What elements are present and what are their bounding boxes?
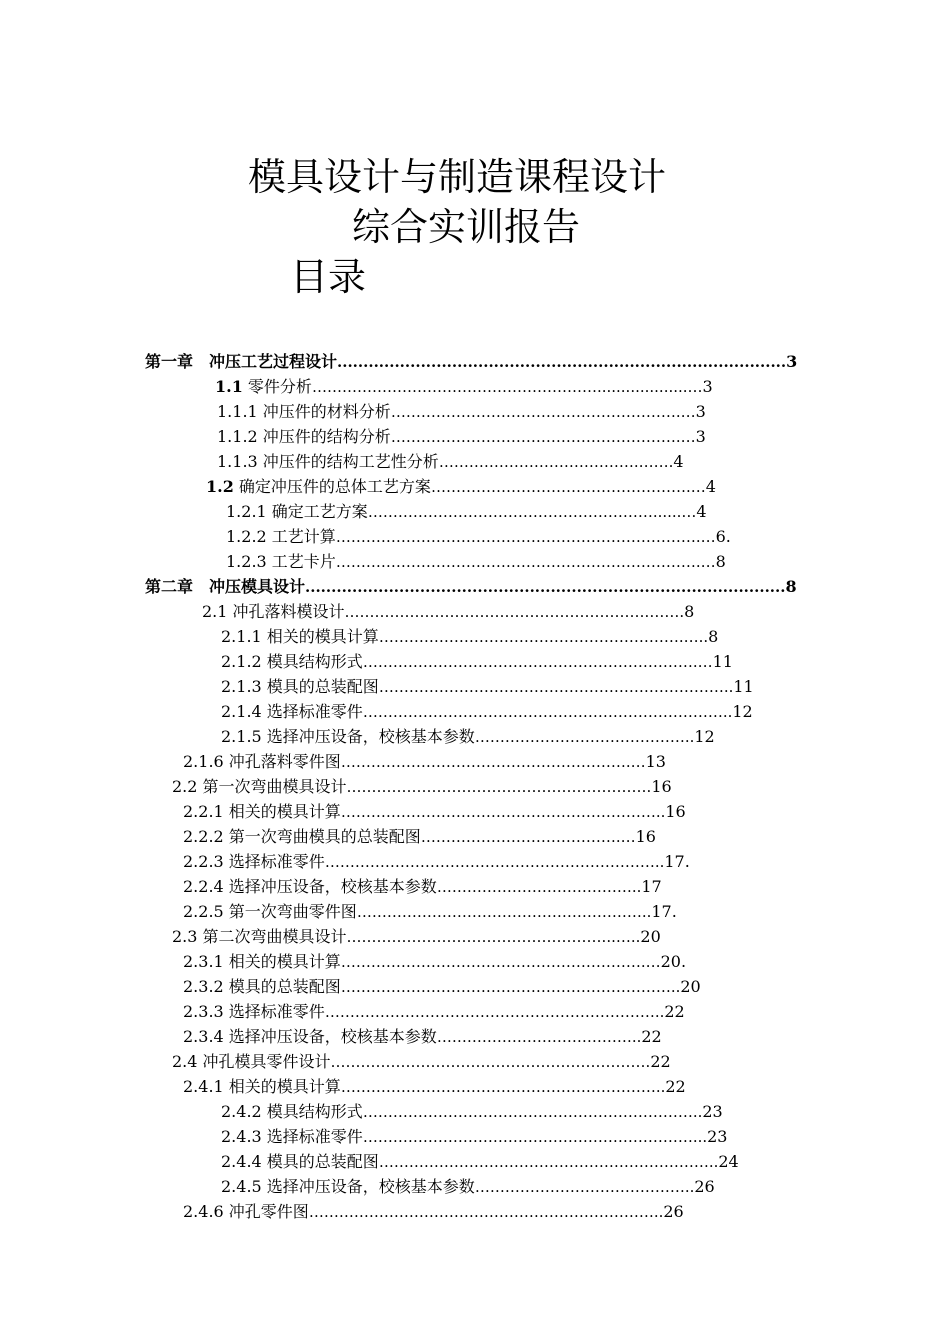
toc-label: 2.1.2 模具结构形式 — [221, 652, 363, 671]
toc-entry[interactable] — [183, 850, 759, 874]
toc-entry[interactable] — [221, 625, 786, 649]
toc-entry[interactable] — [221, 650, 791, 674]
toc-leader: ……………………………………………...….. — [346, 928, 641, 946]
toc-label: 1.1.2 冲压件的结构分析 — [217, 427, 391, 446]
toc-entry[interactable] — [202, 600, 786, 624]
toc-label: 2.2.2 第一次弯曲模具的总装配图 — [183, 827, 421, 846]
toc-label: 2.4.3 选择标准零件 — [221, 1127, 363, 1146]
toc-leader: ……………………………………………………………….… — [335, 553, 716, 571]
toc-label: 2.4.4 模具的总装配图 — [221, 1152, 379, 1171]
toc-label: 1.1.1 冲压件的材料分析 — [217, 402, 391, 421]
toc-leader: ...................................................................................... — [337, 353, 787, 371]
toc-page: 16 — [635, 827, 656, 846]
toc-entry[interactable] — [183, 1075, 755, 1099]
toc-label: 零件分析 — [242, 377, 312, 396]
toc-page: 20 — [680, 977, 701, 996]
toc-entry[interactable] — [221, 1125, 795, 1149]
toc-leader: ………………………………………………………….. — [378, 1153, 719, 1171]
toc-chapter-1[interactable] — [145, 350, 798, 374]
toc-label: 2.4.1 相关的模具计算 — [183, 1077, 341, 1096]
toc-page: 17. — [651, 902, 677, 921]
toc-page: 22 — [641, 1027, 662, 1046]
toc-label: 2.3.2 模具的总装配图 — [183, 977, 341, 996]
toc-entry[interactable] — [221, 1175, 793, 1199]
toc-heading: 目录 — [290, 255, 367, 299]
toc-label: 2.3.3 选择标准零件 — [183, 1002, 325, 1021]
toc-label: 2.3 第二次弯曲模具设计 — [172, 927, 347, 946]
toc-page: 24 — [718, 1152, 739, 1171]
toc-page: 8 — [785, 577, 797, 596]
toc-number: 1.2 — [206, 477, 234, 496]
toc-page: 26 — [663, 1202, 684, 1221]
toc-leader: …………………………………………………………….. — [308, 1203, 664, 1221]
toc-page: 3 — [695, 402, 706, 421]
toc-label: 2.2.5 第一次弯曲零件图 — [183, 902, 357, 921]
toc-label: 2.4 冲孔模具零件设计 — [172, 1052, 331, 1071]
toc-page: 23 — [707, 1127, 728, 1146]
toc-entry[interactable] — [217, 425, 777, 449]
toc-entry[interactable] — [183, 1200, 755, 1224]
toc-entry[interactable] — [226, 550, 786, 574]
toc-leader: ……………………………………………………. — [346, 778, 652, 796]
toc-page: 17 — [641, 877, 662, 896]
toc-label: 2.2.4 选择冲压设备，校核基本参数 — [183, 877, 437, 896]
toc-label: 1.2.3 工艺卡片 — [226, 552, 336, 571]
toc-page: 12 — [694, 727, 715, 746]
toc-leader: ………………………………………………………….. — [340, 978, 681, 996]
toc-leader: ………………………………………………….… — [390, 403, 696, 421]
toc-leader: ………………………………………………….. — [356, 903, 652, 921]
toc-section-1-1[interactable] — [215, 375, 792, 399]
toc-label: 2.1.3 模具的总装配图 — [221, 677, 379, 696]
toc-label: 第一章 冲压工艺过程设计 — [145, 352, 338, 371]
toc-entry[interactable] — [172, 1050, 764, 1074]
toc-page: 26 — [694, 1177, 715, 1196]
toc-page: 8 — [684, 602, 695, 621]
toc-leader: …………………………………………………...................… — [311, 378, 703, 396]
toc-leader: …………………………………………………………... — [362, 1128, 708, 1146]
toc-entry[interactable] — [183, 825, 755, 849]
toc-label: 2.2.3 选择标准零件 — [183, 852, 325, 871]
toc-entry[interactable] — [172, 775, 764, 799]
toc-leader: ……………………………………………………………….. — [362, 703, 733, 721]
toc-leader: ............................................................................................ — [305, 578, 786, 596]
toc-page: 22 — [650, 1052, 671, 1071]
toc-entry[interactable] — [183, 875, 755, 899]
toc-label: 2.2.1 相关的模具计算 — [183, 802, 341, 821]
toc-page: 3 — [695, 427, 706, 446]
toc-label: 2.3.4 选择冲压设备，校核基本参数 — [183, 1027, 437, 1046]
toc-leader: ………………………………………………………….. — [362, 1103, 703, 1121]
toc-page: 20. — [660, 952, 687, 971]
toc-entry[interactable] — [221, 700, 793, 724]
toc-label: 第二章 冲压模具设计 — [145, 577, 306, 596]
toc-page: 22 — [664, 1002, 685, 1021]
toc-entry[interactable] — [183, 800, 755, 824]
toc-entry[interactable] — [183, 950, 759, 974]
toc-entry[interactable] — [183, 900, 759, 924]
toc-leader: ………………………………………………………. — [330, 1053, 651, 1071]
toc-page: 6. — [715, 527, 731, 546]
toc-leader: ………………………………….……. — [438, 453, 674, 471]
toc-page: 16 — [651, 777, 672, 796]
toc-page: 4 — [673, 452, 684, 471]
toc-leader: …………………………………………………………….. — [378, 678, 734, 696]
toc-leader: …………………………………………………….……. — [344, 603, 685, 621]
toc-leader: ………………………………….. — [436, 878, 642, 896]
toc-label: 2.4.5 选择冲压设备，校核基本参数 — [221, 1177, 475, 1196]
toc-entry[interactable] — [183, 1025, 755, 1049]
toc-page: 3 — [702, 377, 713, 396]
toc-entry[interactable] — [221, 1150, 793, 1174]
toc-entry[interactable] — [217, 400, 777, 424]
toc-entry[interactable] — [183, 1000, 755, 1024]
toc-label: 2.2 第一次弯曲模具设计 — [172, 777, 347, 796]
toc-chapter-2[interactable] — [145, 575, 797, 599]
toc-entry[interactable] — [226, 500, 786, 524]
toc-leader: ………………………………….… — [420, 828, 636, 846]
toc-leader: ………………………………………………….… — [340, 753, 646, 771]
toc-label: 2.1.1 相关的模具计算 — [221, 627, 379, 646]
toc-leader: ………………………………………………….… — [390, 428, 696, 446]
toc-leader: …………………………………………………….… — [340, 953, 661, 971]
toc-page: 20 — [640, 927, 661, 946]
toc-page: 16 — [665, 802, 686, 821]
report-title-line2: 综合实训报告 — [352, 205, 581, 249]
toc-leader: ………………………………….. — [436, 1028, 642, 1046]
toc-page: 4 — [696, 502, 707, 521]
toc-page: 17. — [664, 852, 690, 871]
toc-leader: ………………………………………………………….. — [324, 853, 665, 871]
toc-section-1-2[interactable] — [206, 475, 786, 499]
toc-entry[interactable] — [172, 925, 764, 949]
toc-page: 22 — [665, 1077, 686, 1096]
toc-leader: …………………………………….. — [474, 1178, 695, 1196]
toc-entry[interactable] — [221, 1100, 793, 1124]
toc-label: 2.4.2 模具结构形式 — [221, 1102, 363, 1121]
toc-label: 2.1.4 选择标准零件 — [221, 702, 363, 721]
toc-label: 1.2.1 确定工艺方案 — [226, 502, 368, 521]
toc-entry[interactable] — [217, 450, 779, 474]
toc-leader: …………………………………………………......… — [367, 503, 697, 521]
report-title-line1: 模具设计与制造课程设计 — [248, 155, 667, 199]
toc-label: 2.3.1 相关的模具计算 — [183, 952, 341, 971]
toc-label: 确定冲压件的总体工艺方案 — [233, 477, 431, 496]
toc-label: 2.1.6 冲孔落料零件图 — [183, 752, 341, 771]
toc-entry[interactable] — [221, 675, 791, 699]
toc-leader: …………………………………………………….….. — [378, 628, 709, 646]
toc-page: 11 — [733, 677, 754, 696]
toc-page: 8 — [708, 627, 719, 646]
toc-label: 2.4.6 冲孔零件图 — [183, 1202, 309, 1221]
toc-leader: ……………………………………………………….. — [340, 803, 666, 821]
toc-entry[interactable] — [221, 725, 793, 749]
toc-page: 4 — [705, 477, 716, 496]
toc-page: 13 — [645, 752, 666, 771]
toc-page: 12 — [732, 702, 753, 721]
toc-label: 1.2.2 工艺计算 — [226, 527, 336, 546]
toc-entry[interactable] — [183, 750, 753, 774]
toc-leader: ………………………………………………………….. — [324, 1003, 665, 1021]
toc-entry[interactable] — [183, 975, 755, 999]
toc-page: 3 — [786, 352, 798, 371]
toc-page: 8 — [715, 552, 726, 571]
toc-leader: ……………………………………………………………….… — [335, 528, 716, 546]
toc-entry[interactable] — [226, 525, 792, 549]
toc-label: 2.1.5 选择冲压设备，校核基本参数 — [221, 727, 475, 746]
toc-leader: ………………………………………………………….… — [362, 653, 713, 671]
toc-page: 11 — [712, 652, 733, 671]
toc-number: 1.1 — [215, 377, 243, 396]
toc-page: 23 — [702, 1102, 723, 1121]
toc-label: 1.1.3 冲压件的结构工艺性分析 — [217, 452, 439, 471]
toc-leader: ……………………………………………………….. — [340, 1078, 666, 1096]
toc-leader: …………………………………………….… — [430, 478, 706, 496]
toc-leader: …………………………………….. — [474, 728, 695, 746]
toc-label: 2.1 冲孔落料模设计 — [202, 602, 345, 621]
